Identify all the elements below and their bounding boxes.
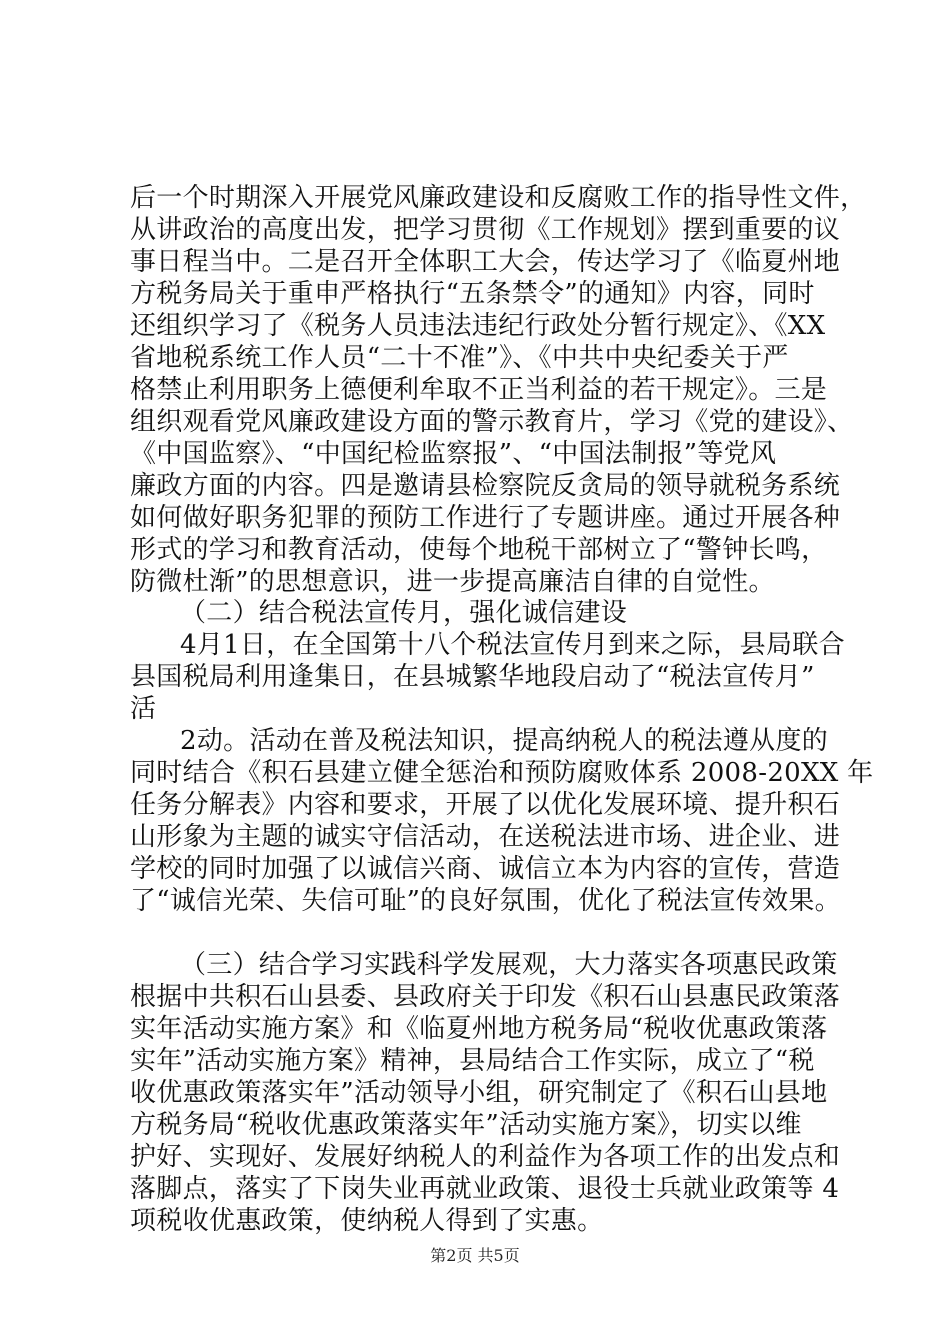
body-text-line: 实年活动实施方案》和《临夏州地方税务局“税收优惠政策落 [130,1014,828,1044]
body-text-line: 根据中共积石山县委、县政府关于印发《积石山县惠民政策落 [130,982,841,1012]
body-text-line: 项税收优惠政策，使纳税人得到了实惠。 [130,1206,604,1236]
body-text-line: 事日程当中。二是召开全体职工大会，传达学习了《临夏州地 [130,247,841,277]
section-heading: （二）结合税法宣传月，强化诚信建设 [180,598,628,628]
body-text-line: 廉政方面的内容。四是邀请县检察院反贪局的领导就税务系统 [130,471,841,501]
section-heading: （三）结合学习实践科学发展观，大力落实各项惠民政策 [180,950,838,980]
body-text-line: 了“诚信光荣、失信可耻”的良好氛围，优化了税法宣传效果。 [130,886,841,916]
body-text-line: 2动。活动在普及税法知识，提高纳税人的税法遵从度的 [180,726,829,756]
body-text-line: 组织观看党风廉政建设方面的警示教育片，学习《党的建设》、 [130,407,854,437]
body-text-line: 山形象为主题的诚实守信活动，在送税法进市场、进企业、进 [130,822,841,852]
body-text-line: 落脚点，落实了下岗失业再就业政策、退役士兵就业政策等 4 [130,1174,840,1204]
body-text-line: 还组织学习了《税务人员违法违纪行政处分暂行规定》、《XX [130,311,826,341]
body-text-line: 如何做好职务犯罪的预防工作进行了专题讲座。通过开展各种 [130,503,841,533]
body-text-line: 防微杜渐”的思想意识，进一步提高廉洁自律的自觉性。 [130,567,775,597]
body-text-line: 收优惠政策落实年”活动领导小组，研究制定了《积石山县地 [130,1078,828,1108]
body-text-line: 活 [130,694,157,724]
body-text-line: 实年”活动实施方案》精神，县局结合工作实际，成立了“税 [130,1046,815,1076]
body-text-line: 护好、实现好、发展好纳税人的利益作为各项工作的出发点和 [130,1142,841,1172]
body-text-line: 格禁止利用职务上德便利牟取不正当利益的若干规定》。三是 [130,375,828,405]
body-text-line: 4月1日，在全国第十八个税法宣传月到来之际，县局联合 [180,630,845,660]
page-footer: 第2页 共5页 [430,1246,520,1265]
body-text-line: 任务分解表》内容和要求，开展了以优化发展环境、提升积石 [130,790,841,820]
body-text-line: 《中国监察》、“中国纪检监察报”、“中国法制报”等党风 [130,439,777,469]
body-text-line: 方税务局关于重申严格执行“五条禁令”的通知》内容，同时 [130,279,815,309]
body-text-line: 形式的学习和教育活动，使每个地税干部树立了“警钟长鸣， [130,535,828,565]
body-text-line: 方税务局“税收优惠政策落实年”活动实施方案》，切实以维 [130,1110,802,1140]
body-text-line: 后一个时期深入开展党风廉政建设和反腐败工作的指导性文件， [130,183,867,213]
body-text-line: 学校的同时加强了以诚信兴商、诚信立本为内容的宣传，营造 [130,854,841,884]
body-text-line: 县国税局利用逢集日，在县城繁华地段启动了“税法宣传月” [130,662,815,692]
body-text-line: 从讲政治的高度出发，把学习贯彻《工作规划》摆到重要的议 [130,215,841,245]
body-text-line: 省地税系统工作人员“二十不准”》、《中共中央纪委关于严 [130,343,789,373]
body-text-line: 同时结合《积石县建立健全惩治和预防腐败体系 2008-20XX 年 [130,758,874,788]
